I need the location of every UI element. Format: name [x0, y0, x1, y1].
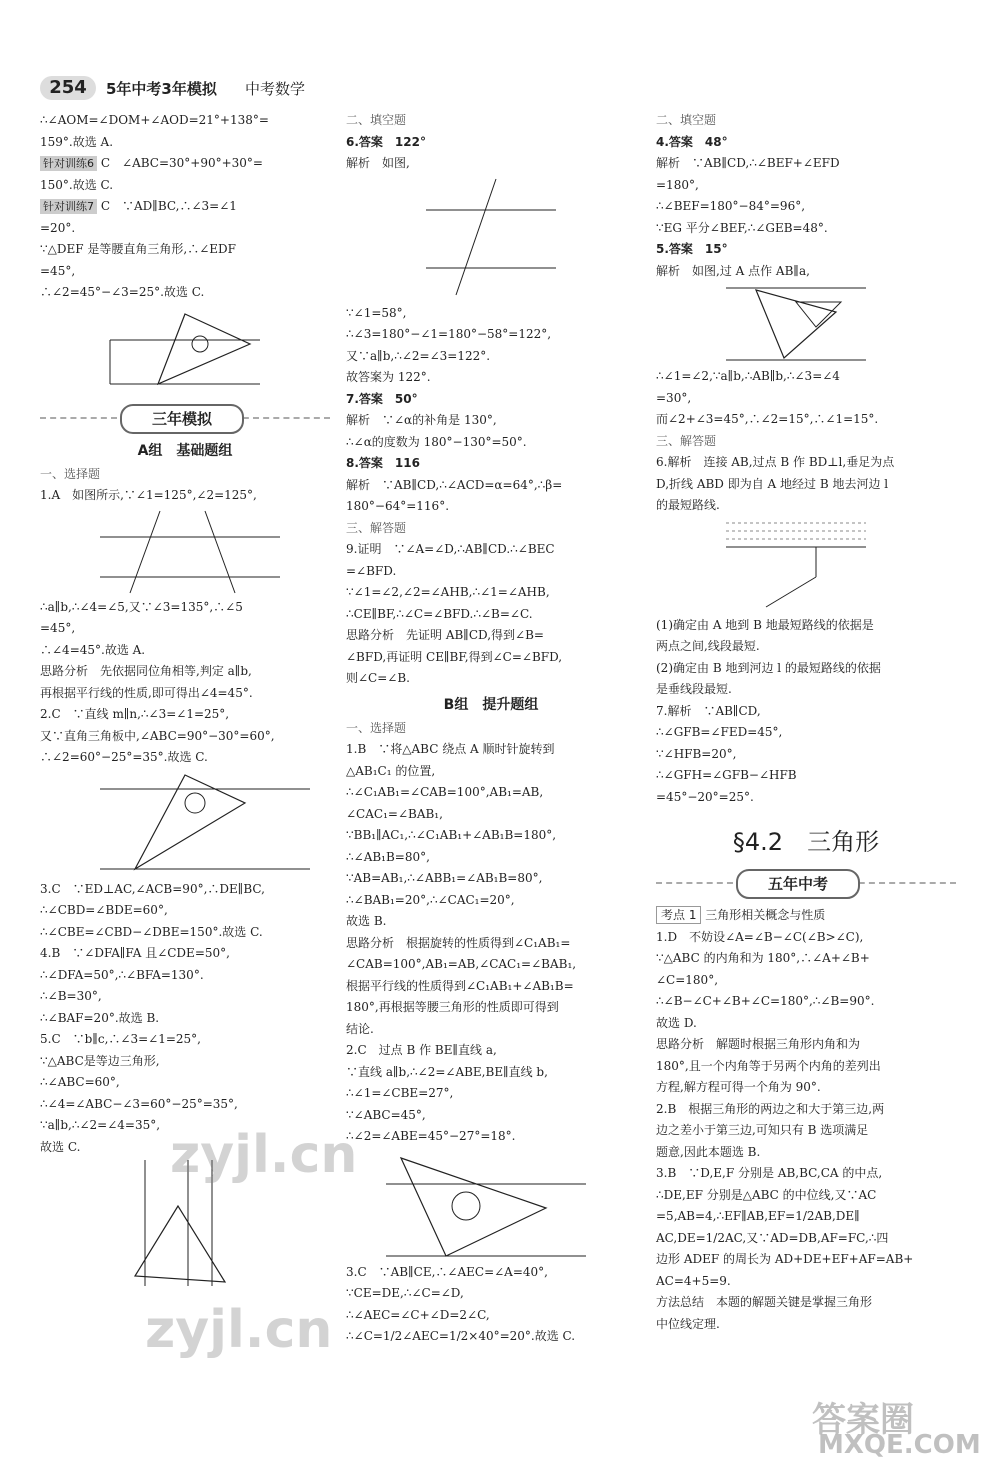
text-line: ∴∠BAB₁=20°,∴∠CAC₁=20°, [346, 892, 515, 907]
text-line: ∴∠GFH=∠GFB−∠HFB [656, 768, 797, 782]
analysis-line: 结论. [346, 1021, 374, 1036]
text-line: ∴∠DFA=50°,∴∠BFA=130°. [40, 967, 204, 982]
analysis-line: 再根据平行线的性质,即可得出∠4=45°. [40, 685, 253, 700]
watermark: 答案圈 [812, 1400, 914, 1440]
topic-heading [656, 905, 956, 927]
text-line: ∴∠1=∠2,∵a∥b,∴AB∥b,∴∠3=∠4 [656, 369, 840, 383]
section-heading: 二、填空题 [346, 113, 407, 127]
text-line: ∵△ABC 的内角和为 180°,∴∠A+∠B+ [656, 951, 870, 965]
text-line: 1.B ∵将△ABC 绕点 A 顺时针旋转到 [346, 742, 555, 756]
text-line: 解析 如图, [346, 156, 410, 170]
figure-river-path [656, 517, 946, 615]
text-line: △AB₁C₁ 的位置, [346, 763, 436, 778]
text-line: ∵EG 平分∠BEF,∴∠GEB=48°. [656, 220, 828, 235]
text-line: =30°, [656, 390, 692, 405]
text-line: ∴∠2=60°−25°=35°.故选 C. [40, 750, 208, 764]
text-line: =∠BFD. [346, 563, 397, 578]
text-line: ∴∠AB₁B=80°, [346, 849, 430, 864]
text-line: 6.解析 连接 AB,过点 B 作 BD⊥l,垂足为点 [656, 455, 895, 469]
text-line: 3.C ∵AB∥CE,∴∠AEC=∠A=40°, [346, 1264, 548, 1279]
page-number: 254 [40, 76, 96, 100]
text-line: =20°. [40, 220, 76, 235]
text-line: 2.C ∵直线 m∥n,∴∠3=∠1=25°, [40, 707, 230, 721]
text-line: ∴∠1=∠CBE=27°, [346, 1086, 454, 1100]
analysis-line: ∠BFD,再证明 CE∥BF,得到∠C=∠BFD, [346, 649, 563, 664]
text-line: ∴∠B=30°, [40, 989, 102, 1003]
figure-triangle-abc [346, 1148, 626, 1262]
figure-parallel-lines [40, 507, 320, 597]
text-line: ∴∠2=45°−∠3=25°.故选 C. [40, 285, 205, 299]
figure-triangle-def [40, 304, 320, 396]
text-line: ∴∠ABC=60°, [40, 1075, 120, 1089]
text-line: =5,AB=4,∴EF∥AB,EF=1/2AB,DE∥ [656, 1209, 860, 1223]
figure-triangle-ruler [40, 769, 320, 879]
text-line: ∠CAC₁=∠BAB₁, [346, 806, 443, 821]
text-line: ∵∠HFB=20°, [656, 746, 737, 761]
column-middle [346, 110, 636, 1348]
answer-line: 6.答案 122° [346, 134, 426, 149]
section-heading: 二、填空题 [656, 113, 717, 127]
text-line: ∵直线 a∥b,∴∠2=∠ABE,BE∥直线 b, [346, 1064, 548, 1079]
text-line: 1.D 不妨设∠A=∠B−∠C(∠B>∠C), [656, 929, 864, 944]
analysis-line: 180°,且一个内角等于另两个内角的差列出 [656, 1058, 881, 1073]
text-line: ∵∠ABC=45°, [346, 1107, 426, 1122]
text-line: 故答案为 122°. [346, 370, 431, 384]
text-line: ∵CE=DE,∴∠C=∠D, [346, 1286, 464, 1300]
text-line: 180°−64°=116°. [346, 499, 450, 513]
text-line: 3.C ∵ED⊥AC,∠ACB=90°,∴DE∥BC, [40, 881, 265, 896]
column-left [40, 110, 330, 1288]
text-line: ∠C=180°, [656, 972, 719, 987]
text-line: (1)确定由 A 地到 B 地最短路线的依据是 [656, 617, 874, 632]
answer-line: 4.答案 48° [656, 134, 728, 149]
text-line: 边之差小于第三边,可知只有 B 选项满足 [656, 1123, 869, 1137]
analysis-line: 方程,解方程可得一个角为 90°. [656, 1080, 821, 1094]
band-title: 三年模拟 [120, 404, 244, 434]
text-line: 故选 D. [656, 1015, 697, 1030]
text-line: ∴∠CBD=∠BDE=60°, [40, 903, 168, 917]
analysis-line: 思路分析 根据旋转的性质得到∠C₁AB₁= [346, 935, 571, 950]
text-line: 5.C ∵b∥c,∴∠3=∠1=25°, [40, 1032, 201, 1046]
text-line: 故选 B. [346, 914, 387, 928]
text-line: =180°, [656, 177, 699, 192]
text-line: C ∵AD∥BC,∴∠3=∠1 [100, 199, 237, 213]
text-line: 9.证明 ∵∠A=∠D,∴AB∥CD.∴∠BEC [346, 542, 555, 556]
text-line: ∴∠C=1/2∠AEC=1/2×40°=20°.故选 C. [346, 1329, 576, 1343]
text-line: ∴∠CBE=∠CBD−∠DBE=150°.故选 C. [40, 924, 263, 939]
text-line: =45°−20°=25°. [656, 789, 754, 804]
text-line: ∴a∥b,∴∠4=∠5,又∵∠3=135°,∴∠5 [40, 599, 243, 614]
text-line: 159°.故选 A. [40, 134, 114, 149]
answer-line: 8.答案 116 [346, 456, 420, 470]
exercise-tag: 针对训练7 [40, 199, 97, 214]
watermark: zyjl.cn [170, 1125, 358, 1185]
text-line: ∴∠α的度数为 180°−130°=50°. [346, 434, 527, 449]
text-line: ∴∠BEF=180°−84°=96°, [656, 199, 806, 213]
analysis-line: ∠CAB=100°,AB₁=AB,∠CAC₁=∠BAB₁, [346, 957, 577, 971]
analysis-line: 根据平行线的性质得到∠C₁AB₁+∠AB₁B= [346, 978, 574, 993]
analysis-line: 中位线定理. [656, 1316, 720, 1331]
text-line: ∵∠1=58°, [346, 305, 407, 320]
figure-set-square [656, 282, 946, 366]
text-line: ∴CE∥BF,∴∠C=∠BFD.∴∠B=∠C. [346, 606, 533, 621]
analysis-line: 思路分析 先证明 AB∥CD,得到∠B= [346, 628, 544, 642]
text-line: 又∵a∥b,∴∠2=∠3=122°. [346, 348, 491, 363]
text-line: ∴∠AEC=∠C+∠D=2∠C, [346, 1307, 490, 1322]
exercise-6 [40, 153, 330, 175]
text-line: AC,DE=1/2AC,又∵AD=DB,AF=FC,∴四 [656, 1230, 889, 1245]
watermark: MXQE.COM [818, 1430, 981, 1460]
text-line: AC=4+5=9. [656, 1273, 731, 1288]
text-line: ∴∠4=45°.故选 A. [40, 642, 146, 657]
section-heading: 三、解答题 [346, 520, 407, 535]
section-heading: 一、选择题 [40, 466, 101, 481]
text-line: 而∠2+∠3=45°,∴∠2=15°,∴∠1=15°. [656, 412, 879, 426]
section-title: §4.2 三角形 [732, 828, 880, 856]
text-line: 2.C 过点 B 作 BE∥直线 a, [346, 1043, 497, 1057]
text-line: ∴∠3=180°−∠1=180°−58°=122°, [346, 327, 552, 341]
column-right [656, 110, 956, 1335]
text-line: 2.B 根据三角形的两边之和大于第三边,两 [656, 1101, 885, 1116]
text-line: ∵BB₁∥AC₁,∴∠C₁AB₁+∠AB₁B=180°, [346, 828, 557, 842]
text-line: 150°.故选 C. [40, 177, 114, 192]
text-line: 又∵直角三角板中,∠ABC=90°−30°=60°, [40, 728, 275, 743]
topic-title: 三角形相关概念与性质 [705, 908, 826, 922]
section-band-3yr [40, 402, 330, 434]
analysis-line: 思路分析 先依据同位角相等,判定 a∥b, [40, 664, 252, 678]
text-line: ∵∠1=∠2,∠2=∠AHB,∴∠1=∠AHB, [346, 585, 550, 599]
text-line: 解析 如图,过 A 点作 AB∥a, [656, 263, 810, 278]
section-band-5yr [656, 867, 956, 899]
section-heading: 三、解答题 [656, 433, 717, 448]
text-line: 是垂线段最短. [656, 682, 732, 696]
text-line: ∴∠B−∠C+∠B+∠C=180°,∴∠B=90°. [656, 994, 875, 1008]
page-header [40, 76, 340, 102]
text-line: =45°, [40, 263, 76, 278]
text-line: ∴∠4=∠ABC−∠3=60°−25°=35°, [40, 1096, 238, 1111]
text-line: 边形 ADEF 的周长为 AD+DE+EF+AF=AB+ [656, 1252, 914, 1266]
analysis-line: 方法总结 本题的解题关键是掌握三角形 [656, 1295, 873, 1309]
exercise-7 [40, 196, 330, 218]
text-line: 解析 ∵AB∥CD,∴∠ACD=α=64°,∴β= [346, 477, 563, 492]
text-line: =45°, [40, 621, 76, 635]
text-line: C ∠ABC=30°+90°+30°= [100, 156, 263, 170]
book-title: 5年中考3年模拟 [106, 80, 217, 98]
analysis-line: 180°,再根据等腰三角形的性质即可得到 [346, 1000, 559, 1014]
text-line: 解析 ∵AB∥CD,∴∠BEF+∠EFD [656, 156, 840, 170]
text-line: 3.B ∵D,E,F 分别是 AB,BC,CA 的中点, [656, 1166, 883, 1180]
text-line: 7.解析 ∵AB∥CD, [656, 703, 761, 718]
group-title-b: B组 提升题组 [443, 696, 539, 713]
topic-tag: 考点 1 [656, 906, 701, 924]
text-line: (2)确定由 B 地到河边 l 的最短路线的依据 [656, 660, 881, 675]
text-line: ∴∠AOM=∠DOM+∠AOD=21°+138°= [40, 113, 269, 127]
subject-label: 中考数学 [245, 80, 306, 98]
text-line: ∴DE,EF 分别是△ABC 的中位线,又∵AC [656, 1187, 877, 1202]
text-line: 4.B ∵∠DFA∥FA 且∠CDE=50°, [40, 946, 230, 960]
text-line: ∴∠2=∠ABE=45°−27°=18°. [346, 1129, 516, 1143]
text-line: ∵△DEF 是等腰直角三角形,∴∠EDF [40, 242, 236, 256]
text-line: 两点之间,线段最短. [656, 639, 760, 653]
answer-line: 7.答案 50° [346, 391, 418, 406]
watermark: zyjl.cn [145, 1300, 333, 1360]
text-line: ∵△ABC是等边三角形, [40, 1053, 160, 1068]
answer-line: 5.答案 15° [656, 242, 728, 256]
analysis-line: 思路分析 解题时根据三角形内角和为 [656, 1037, 861, 1051]
text-line: 题意,因此本题选 B. [656, 1144, 761, 1159]
section-heading: 一、选择题 [346, 720, 407, 735]
analysis-line: 则∠C=∠B. [346, 671, 410, 685]
text-line: ∴∠GFB=∠FED=45°, [656, 725, 783, 739]
text-line: 1.A 如图所示,∵∠1=125°,∠2=125°, [40, 488, 257, 502]
text-line: 故选 C. [40, 1139, 81, 1154]
text-line: 解析 ∵∠α的补角是 130°, [346, 413, 497, 427]
group-title-a: A组 基础题组 [137, 442, 233, 459]
figure-angles-ab [346, 175, 626, 303]
text-line: ∴∠C₁AB₁=∠CAB=100°,AB₁=AB, [346, 785, 544, 799]
text-line: ∴∠BAF=20°.故选 B. [40, 1010, 160, 1025]
exercise-tag: 针对训练6 [40, 156, 97, 171]
text-line: ∵AB=AB₁,∴∠ABB₁=∠AB₁B=80°, [346, 871, 543, 885]
band-title: 五年中考 [736, 869, 860, 899]
text-line: D,折线 ABD 即为自 A 地经过 B 地去河边 l [656, 476, 889, 491]
text-line: ∵a∥b,∴∠2=∠4=35°, [40, 1118, 161, 1132]
text-line: 的最短路线. [656, 498, 720, 512]
